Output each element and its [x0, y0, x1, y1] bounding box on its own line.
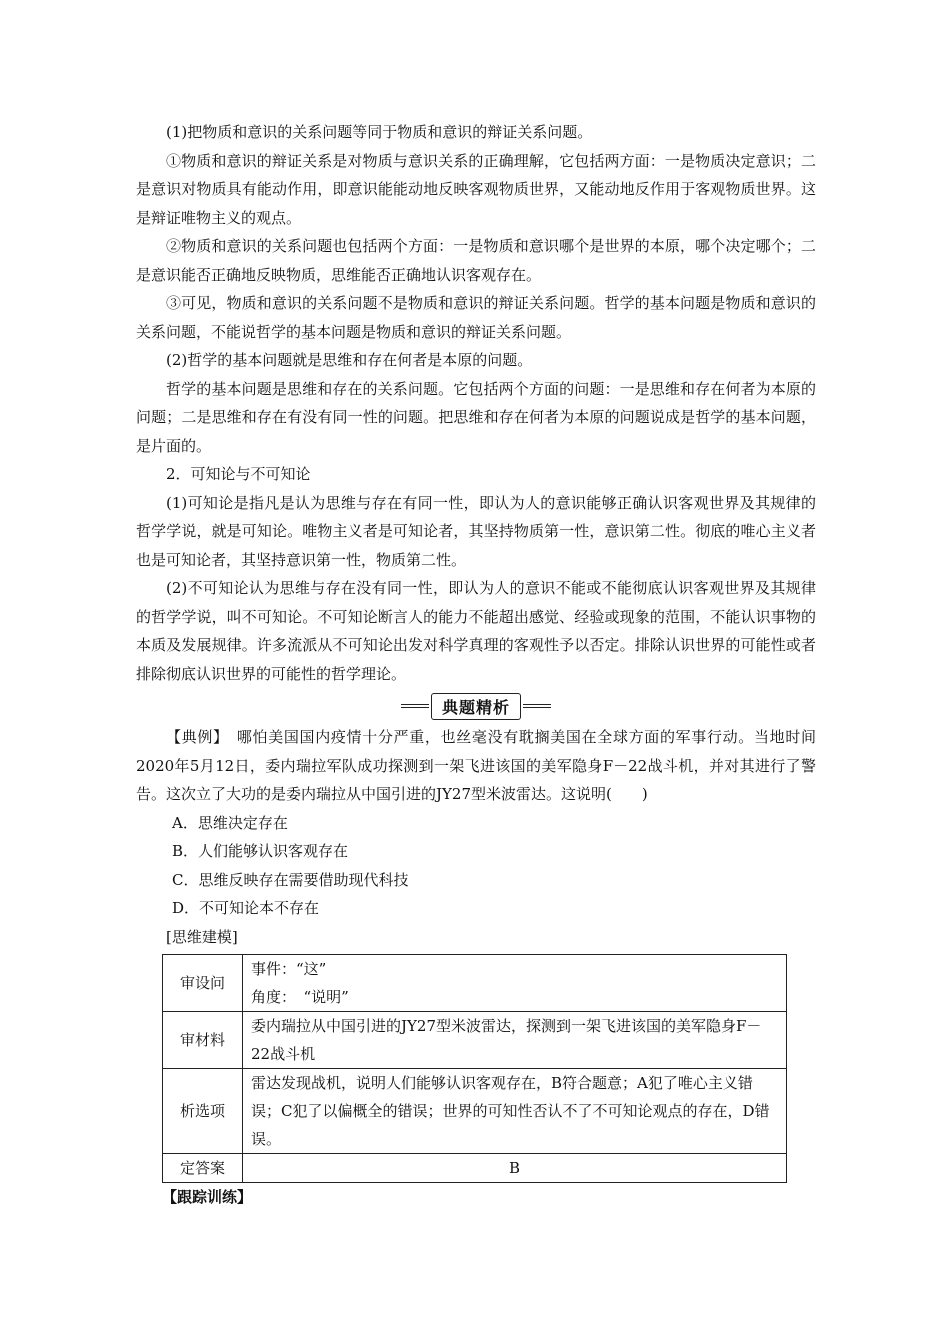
paragraph: 哲学的基本问题是思维和存在的关系问题。它包括两个方面的问题：一是思维和存在何者为本原的问题；二是思维和存在有没有同一性的问题。把思维和存在何者为本原的问题说成是哲学的基本问题，是片面的。: [136, 379, 816, 455]
table-row: [163, 955, 787, 1012]
option-d: D．不可知论本不存在: [172, 899, 320, 917]
paragraph: (2)不可知论认为思维与存在没有同一性，即认为人的意识不能或不能彻底认识客观世界及其规律的哲学学说，叫不可知论。不可知论断言人的能力不能超出感觉、经验或现象的范围，不能认识事物的本质及发展规律。许多流派从不可知论出发对科学真理的客观性予以否定。排除认识世界的可能性或者排除彻底认识世界的可能性的哲学理论。: [136, 579, 816, 683]
follow-up-training-label: 【跟踪训练】: [162, 1188, 253, 1206]
table-row: [163, 1012, 787, 1069]
question-stem: 【典例】 哪怕美国国内疫情十分严重，也丝毫没有耽搁美国在全球方面的军事行动。当地时间2020年5月12日，委内瑞拉军队成功探测到一架飞进该国的美军隐身F－22战斗机，并对其进行了警告。这次立了大功的是委内瑞拉从中国引进的JY27型米波雷达。这说明( ): [136, 728, 816, 803]
paragraph: ①物质和意识的辩证关系是对物质与意识关系的正确理解，它包括两方面：一是物质决定意识；二是意识对物质具有能动作用，即意识能能动地反映客观物质世界，又能动地反作用于客观物质世界。这是辩证唯物主义的观点。: [136, 151, 816, 227]
paragraph: (1)把物质和意识的关系问题等同于物质和意识的辩证关系问题。: [166, 123, 593, 141]
row-head: 审设问: [163, 955, 243, 1012]
option-b: B．人们能够认识客观存在: [172, 842, 349, 860]
table-row: [163, 1069, 787, 1154]
content-line: 角度： “说明”: [251, 988, 349, 1006]
example-question: [136, 723, 816, 951]
analysis-table: [162, 954, 787, 1183]
option-a: A．思维决定存在: [172, 813, 288, 832]
row-head: 审材料: [163, 1012, 243, 1069]
paragraph: ②物质和意识的关系问题也包括两个方面：一是物质和意识哪个是世界的本原，哪个决定哪个；二是意识能否正确地反映物质，思维能否正确地认识客观存在。: [136, 237, 816, 284]
section-title-banner: [136, 690, 816, 722]
row-content: 委内瑞拉从中国引进的JY27型米波雷达，探测到一架飞进该国的美军隐身F－22战斗机: [243, 1012, 787, 1069]
table-row: [163, 1154, 787, 1183]
banner-right-rule: [523, 704, 551, 708]
option-c: C．思维反映存在需要借助现代科技: [172, 870, 409, 889]
paragraph: (1)可知论是指凡是认为思维与存在有同一性，即认为人的意识能够正确认识客观世界及其规律的哲学学说，就是可知论。唯物主义者是可知论者，其坚持物质第一性，意识第二性。彻底的唯心主义者也是可知论者，其坚持意识第一性，物质第二性。: [136, 493, 816, 569]
answer-cell: B: [243, 1154, 787, 1183]
notes-section: [136, 118, 816, 688]
paragraph: ③可见，物质和意识的关系问题不是物质和意识的辩证关系问题。哲学的基本问题是物质和意识的关系问题，不能说哲学的基本问题是物质和意识的辩证关系问题。: [136, 294, 816, 341]
row-content: 雷达发现战机，说明人们能够认识客观存在，B符合题意；A犯了唯心主义错误；C犯了以偏概全的错误；世界的可知性否认不了不可知论观点的存在，D错误。: [243, 1069, 787, 1154]
content-line: 事件：“这”: [251, 960, 327, 978]
row-head: 析选项: [163, 1069, 243, 1154]
section-title: 典题精析: [431, 693, 521, 720]
modeling-label: [思维建模]: [166, 927, 238, 946]
paragraph: (2)哲学的基本问题就是思维和存在何者是本原的问题。: [166, 351, 533, 369]
row-content: [243, 955, 787, 1012]
row-head: 定答案: [163, 1154, 243, 1183]
subheading: 2．可知论与不可知论: [166, 465, 311, 483]
document-page: [136, 118, 816, 1212]
banner-left-rule: [401, 704, 429, 708]
